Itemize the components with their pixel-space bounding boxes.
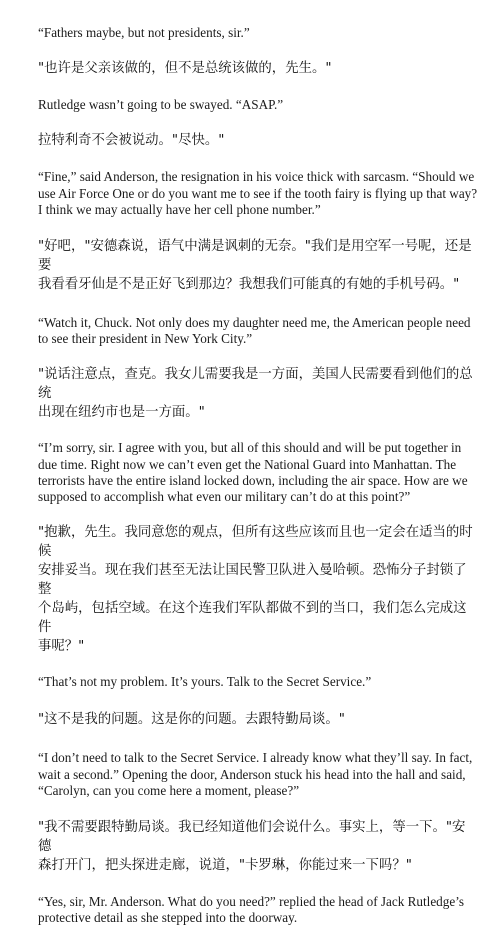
- document-page: [38, 10, 478, 926]
- paragraph-en-5: “I’m sorry, sir. I agree with you, but all of this should and will be put together in due time. Right now we can’t even get the National Guard into Manhattan. The terrorists have the entire island locked down, including the air space. How are we supposed to accomplish what even our military can’t do at this point?”: [38, 440, 468, 505]
- paragraph-en-7: “I don’t need to talk to the Secret Service. I already know what they’ll say. In fact, wait a second.” Opening the door, Anderson stuck his head into the hall and said, “Carolyn, can you come here a moment, please?”: [38, 750, 473, 798]
- paragraph-en-6: “That’s not my problem. It’s yours. Talk to the Secret Service.”: [38, 674, 372, 690]
- paragraph-zh-5: "抱歉，先生。我同意您的观点，但所有这些应该而且也一定会在适当的时候 安排妥当。现在我们甚至无法让国民警卫队进入曼哈顿。恐怖分子封锁了整 个岛屿，包括空域。在这个连我们军队都做不到的当口，我们怎么完成这件 事呢？": [38, 525, 473, 655]
- paragraph-en-3: “Fine,” said Anderson, the resignation in his voice thick with sarcasm. “Should we use Air Force One or do you want me to see if the tooth fairy is flying up that way? I think we may actually have her cell phone number.”: [38, 169, 478, 217]
- paragraph-zh-4: "说话注意点，查克。我女儿需要我是一方面，美国人民需要看到他们的总统 出现在纽约市也是一方面。": [38, 367, 473, 421]
- paragraph-zh-3: "好吧，"安德森说，语气中满是讽刺的无奈。"我们是用空军一号呢，还是要 我看看牙仙是不是正好飞到那边？我想我们可能真的有她的手机号码。": [38, 239, 472, 293]
- paragraph-en-8: “Yes, sir, Mr. Anderson. What do you need?” replied the head of Jack Rutledge’s protective detail as she stepped into the doorway.: [38, 894, 465, 926]
- paragraph-en-1: “Fathers maybe, but not presidents, sir.”: [38, 25, 250, 40]
- paragraph-zh-1: "也许是父亲该做的，但不是总统该做的，先生。": [38, 61, 332, 77]
- paragraph-en-2: Rutledge wasn’t going to be swayed. “ASAP.”: [38, 97, 284, 113]
- paragraph-zh-2: 拉特利奇不会被说动。"尽快。": [38, 133, 225, 149]
- paragraph-zh-7: "我不需要跟特勤局谈。我已经知道他们会说什么。事实上，等一下。"安德 森打开门，把头探进走廊，说道，"卡罗琳，你能过来一下吗？": [38, 820, 466, 874]
- paragraph-en-4: “Watch it, Chuck. Not only does my daughter need me, the American people need to see their president in New York City.”: [38, 315, 471, 347]
- paragraph-zh-6: "这不是我的问题。这是你的问题。去跟特勤局谈。": [38, 712, 345, 728]
